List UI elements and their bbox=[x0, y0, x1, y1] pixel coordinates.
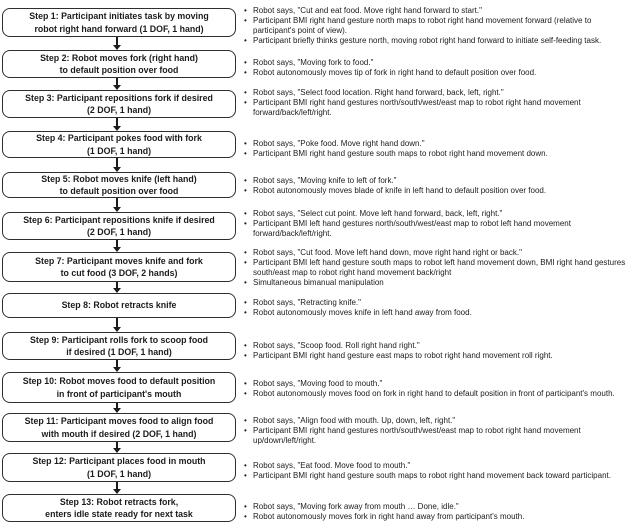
step-7-bullets bbox=[243, 248, 633, 288]
step-8-bullets bbox=[243, 298, 633, 318]
bullet-item: • Robot autonomously moves food on fork in right hand to default position in front of participant's mouth. bbox=[243, 389, 633, 399]
bullet-item: • Participant BMI right hand gesture east maps to robot right hand movement roll right. bbox=[243, 351, 633, 361]
step-box-label-line: Step 9: Participant rolls fork to scoop food bbox=[30, 334, 208, 345]
step-box-label-line: Step 8: Robot retracts knife bbox=[61, 300, 177, 311]
step-box-label-line: robot right hand forward (1 DOF, 1 hand) bbox=[34, 23, 204, 34]
step-box-label-line: Step 3: Participant repositions fork if desired bbox=[25, 92, 213, 103]
arrow-shaft bbox=[116, 482, 118, 489]
step-6-bullets bbox=[243, 209, 633, 239]
bullet-item: • Robot says, "Select cut point. Move left hand forward, back, left, right." bbox=[243, 209, 633, 219]
flow-arrow-down-icon bbox=[111, 37, 123, 50]
step-6-box bbox=[2, 212, 236, 240]
arrow-shaft bbox=[116, 37, 118, 45]
step-box-label-line: Step 6: Participant repositions knife if desired bbox=[23, 214, 215, 225]
step-7-box bbox=[2, 252, 236, 282]
step-box-label-line: to cut food (3 DOF, 2 hands) bbox=[60, 268, 178, 278]
step-box-label-line: Step 7: Participant moves knife and fork bbox=[35, 255, 203, 266]
flow-arrow-down-icon bbox=[111, 442, 123, 453]
step-8-box bbox=[2, 293, 236, 318]
bullet-item: • Robot autonomously moves tip of fork in right hand to default position over food. bbox=[243, 68, 633, 78]
flow-arrow-down-icon bbox=[111, 360, 123, 372]
bullet-item: • Participant BMI right hand gesture north maps to robot right hand movement forward (relative to participant's point of view). bbox=[243, 16, 633, 36]
step-13-bullets bbox=[243, 502, 633, 522]
step-13-box bbox=[2, 494, 236, 522]
step-box-label-line: Step 12: Participant places food in mouth bbox=[32, 456, 206, 466]
step-4-bullets bbox=[243, 139, 633, 159]
step-10-bullets bbox=[243, 379, 633, 399]
step-box-label-line: (1 DOF, 1 hand) bbox=[86, 145, 152, 156]
flow-arrow-down-icon bbox=[111, 482, 123, 494]
step-box-label-line: Step 11: Participant moves food to align food bbox=[24, 416, 214, 426]
flow-arrow-down-icon bbox=[111, 318, 123, 332]
bullet-item: • Participant BMI left hand gestures north/south/west/east map to robot left hand movement forward/back/left/right. bbox=[243, 219, 633, 239]
step-box-label-line: Step 1: Participant initiates task by moving bbox=[29, 11, 209, 21]
arrow-shaft bbox=[116, 198, 118, 207]
step-12-bullets bbox=[243, 461, 633, 481]
step-box-label-line: Step 5: Robot moves knife (left hand) bbox=[41, 173, 197, 184]
bullet-item: • Robot says, "Moving fork to food." bbox=[243, 58, 633, 68]
arrow-shaft bbox=[116, 360, 118, 367]
step-box-label-line: with mouth if desired (2 DOF, 1 hand) bbox=[41, 428, 197, 439]
bullet-item: • Robot autonomously moves blade of knife in left hand to default position over food. bbox=[243, 186, 633, 196]
step-12-box bbox=[2, 453, 236, 482]
step-10-box bbox=[2, 372, 236, 403]
arrow-shaft bbox=[116, 318, 118, 327]
step-box-label-line: (2 DOF, 1 hand) bbox=[86, 227, 152, 237]
bullet-item: • Robot says, "Cut food. Move left hand down, move right hand right or back." bbox=[243, 248, 633, 258]
step-5-box bbox=[2, 172, 236, 198]
step-1-bullets bbox=[243, 6, 633, 46]
bullet-item: • Participant BMI right hand gestures north/south/west/east map to robot right hand movement forward/back/left/right. bbox=[243, 98, 633, 118]
arrow-shaft bbox=[116, 158, 118, 167]
bullet-item: • Participant BMI right hand gestures north/south/west/east map to robot right hand movement up/down/left/right. bbox=[243, 426, 633, 446]
bullet-item: • Robot says, "Align food with mouth. Up, down, left, right." bbox=[243, 416, 633, 426]
bullet-item: • Robot says, "Select food location. Right hand forward, back, left, right." bbox=[243, 88, 633, 98]
bullet-item: • Robot says, "Moving knife to left of fork." bbox=[243, 176, 633, 186]
step-4-box bbox=[2, 131, 236, 158]
step-box-label-line: to default position over food bbox=[59, 65, 179, 75]
step-box-label-line: to default position over food bbox=[59, 186, 179, 196]
flow-arrow-down-icon bbox=[111, 198, 123, 212]
step-box-label-line: enters idle state ready for next task bbox=[45, 509, 193, 519]
arrow-shaft bbox=[116, 240, 118, 247]
flow-arrow-down-icon bbox=[111, 118, 123, 131]
step-9-box bbox=[2, 332, 236, 360]
step-11-bullets bbox=[243, 416, 633, 446]
step-box-label-line: (2 DOF, 1 hand) bbox=[86, 105, 152, 115]
step-box-label-line: Step 4: Participant pokes food with fork bbox=[36, 133, 202, 143]
bullet-item: • Robot says, "Moving fork away from mouth … Done, idle." bbox=[243, 502, 633, 512]
bullet-item: • Participant BMI right hand gesture south maps to robot right hand movement back toward participant. bbox=[243, 471, 633, 481]
bullet-item: • Simultaneous bimanual manipulation bbox=[243, 278, 633, 288]
step-box-label-line: Step 10: Robot moves food to default position bbox=[22, 376, 216, 386]
step-3-bullets bbox=[243, 88, 633, 118]
flow-arrow-down-icon bbox=[111, 240, 123, 252]
step-2-bullets bbox=[243, 58, 633, 78]
bullet-item: • Robot says, "Cut and eat food. Move right hand forward to start." bbox=[243, 6, 633, 16]
bullet-item: • Robot says, "Retracting knife." bbox=[243, 298, 633, 308]
flow-arrow-down-icon bbox=[111, 78, 123, 90]
bullet-item: • Participant BMI right hand gesture south maps to robot right hand movement down. bbox=[243, 149, 633, 159]
bullet-item: • Robot autonomously moves knife in left hand away from food. bbox=[243, 308, 633, 318]
step-box-label-line: in front of participant's mouth bbox=[56, 388, 182, 399]
bullet-item: • Robot says, "Moving food to mouth." bbox=[243, 379, 633, 389]
step-9-bullets bbox=[243, 341, 633, 361]
step-3-box bbox=[2, 90, 236, 118]
bullet-item: • Robot says, "Poke food. Move right hand down." bbox=[243, 139, 633, 149]
bullet-item: • Participant briefly thinks gesture north, moving robot right hand forward to initiate self-feeding task. bbox=[243, 36, 633, 46]
step-box-label-line: Step 13: Robot retracts fork, bbox=[59, 496, 179, 507]
step-box-label-line: Step 2: Robot moves fork (right hand) bbox=[40, 52, 198, 63]
bullet-item: • Robot says, "Scoop food. Roll right hand right." bbox=[243, 341, 633, 351]
step-box-label-line: (1 DOF, 1 hand) bbox=[86, 468, 152, 479]
step-2-box bbox=[2, 50, 236, 78]
flow-arrow-down-icon bbox=[111, 403, 123, 413]
bullet-item: • Participant BMI left hand gesture south maps to robot left hand movement down, BMI right hand gestures south/east map to robot right hand movement back/right bbox=[243, 258, 633, 278]
step-box-label-line: if desired (1 DOF, 1 hand) bbox=[66, 347, 172, 357]
flow-arrow-down-icon bbox=[111, 158, 123, 172]
flow-arrow-down-icon bbox=[111, 282, 123, 293]
step-5-bullets bbox=[243, 176, 633, 196]
step-1-box bbox=[2, 8, 236, 37]
arrow-shaft bbox=[116, 78, 118, 85]
bullet-item: • Robot autonomously moves fork in right hand away from participant's mouth. bbox=[243, 512, 633, 522]
bullet-item: • Robot says, "Eat food. Move food to mouth." bbox=[243, 461, 633, 471]
arrow-shaft bbox=[116, 118, 118, 126]
step-11-box bbox=[2, 413, 236, 442]
